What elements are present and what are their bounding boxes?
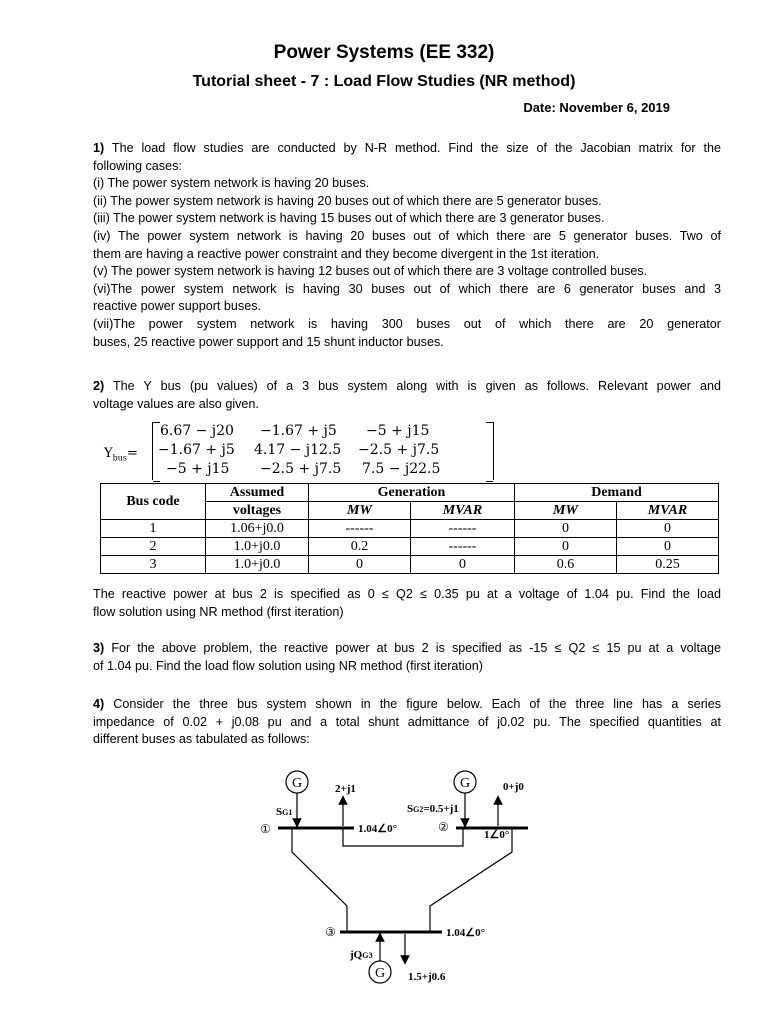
question-1-intro-line: following cases:: [93, 158, 182, 173]
case-line: them are having a reactive power constraint and they become divergent in the 1st iteration.: [93, 246, 600, 261]
header-dem-mw: MW: [515, 502, 617, 520]
table-cell: 0: [617, 538, 719, 556]
question-number: 2): [93, 379, 105, 393]
header-gen-mvar: MVAR: [411, 502, 515, 520]
matrix-cell: −2.5 + j7.5: [358, 442, 440, 458]
table-cell: ------: [411, 538, 515, 556]
case-line: reactive power support buses.: [93, 299, 262, 314]
header-dem-mvar: MVAR: [617, 502, 719, 520]
table-cell: 1.06+j0.0: [206, 520, 309, 538]
svg-text:SG1: [276, 806, 292, 818]
table-cell: 1.0+j0.0: [206, 538, 309, 556]
question-number: 3): [93, 641, 105, 655]
table-cell: ------: [309, 520, 411, 538]
bus-2-voltage: 1∠0°: [484, 829, 510, 841]
generator-1-label: G: [291, 776, 303, 791]
header-demand: Demand: [515, 484, 719, 502]
table-cell: 0.2: [309, 538, 411, 556]
case-line: (vii)The power system network is having 300 buses out of which there are 20 generator: [93, 316, 721, 331]
question-4-line: different buses as tabulated as follows:: [93, 732, 310, 747]
load-2-value: 0+j0: [503, 781, 524, 793]
page-subtitle: Tutorial sheet - 7 : Load Flow Studies (NR method): [192, 73, 576, 90]
sg1-label: S: [276, 806, 283, 818]
bus-1-voltage: 1.04∠0°: [358, 823, 398, 835]
header-gen-mw: MW: [309, 502, 411, 520]
table-cell: 3: [101, 556, 206, 574]
question-2-after-line: The reactive power at bus 2 is specified as 0 ≤ Q2 ≤ 0.35 pu at a voltage of 1.04 pu. Find the load: [93, 587, 721, 601]
case-line: buses, 25 reactive power support and 15 shunt inductor buses.: [93, 334, 444, 349]
page-title: Power Systems (EE 332): [273, 42, 495, 63]
sg2-label: S: [407, 803, 414, 815]
sg2-value: =0.5+j1: [423, 803, 459, 815]
table-cell: 0: [617, 520, 719, 538]
table-cell: 0.25: [617, 556, 719, 574]
table-cell: 1: [101, 520, 206, 538]
matrix-cell: −2.5 + j7.5: [260, 461, 342, 477]
line-2-3: [430, 828, 512, 932]
question-1-intro-line: The load flow studies are conducted by N-R method. Find the size of the Jacobian matrix for the: [111, 141, 721, 155]
table-cell: 1.0+j0.0: [206, 556, 309, 574]
case-line: (v) The power system network is having 12 buses out of which there are 3 voltage controlled buses.: [93, 264, 648, 279]
jqg3-label: jQ: [350, 949, 363, 961]
question-number: 1): [93, 141, 105, 155]
load-1-value: 2+j1: [335, 783, 356, 795]
case-line: (vi)The power system network is having 30 buses out of which there are 6 generator buses and 3: [93, 281, 721, 296]
question-number: 4): [93, 697, 105, 711]
question-4-line: impedance of 0.02 + j0.08 pu and a total shunt admittance of j0.02 pu. The specified quantities at: [93, 714, 721, 729]
line-1-3: [292, 828, 347, 932]
header-bus-code: Bus code: [101, 484, 206, 520]
header-voltages: voltages: [206, 502, 309, 520]
table-cell: 0: [411, 556, 515, 574]
case-line: (iv) The power system network is having 20 buses out of which there are 5 generator buses. Two of: [93, 228, 721, 243]
ybus-label: Y: [104, 446, 113, 461]
case-line: (ii) The power system network is having 20 buses out of which there are 5 generator buses.: [93, 193, 602, 208]
case-line: (iii) The power system network is having 15 buses out of which there are 3 generator buses.: [93, 211, 605, 226]
question-2-intro-line: voltage values are also given.: [93, 396, 259, 411]
header-generation: Generation: [309, 484, 515, 502]
ybus-subscript: bus: [112, 453, 127, 463]
sg1-subscript: G1: [282, 808, 293, 817]
table-cell: ------: [411, 520, 515, 538]
svg-text:SG2=0.5+j1: [407, 803, 459, 815]
jqg3-subscript: G3: [362, 951, 373, 960]
sg2-subscript: G2: [413, 805, 424, 814]
table-cell: 2: [101, 538, 206, 556]
matrix-cell: 4.17 − j12.5: [254, 442, 342, 458]
case-line: (i) The power system network is having 20 buses.: [93, 176, 370, 191]
table-cell: 0: [515, 538, 617, 556]
matrix-cell: −5 + j15: [366, 423, 430, 439]
bus-2-number: ②: [438, 820, 449, 834]
svg-text:jQG3: [349, 949, 372, 961]
question-3-line: of 1.04 pu. Find the load flow solution using NR method (first iteration): [93, 658, 483, 673]
question-2-intro-line: The Y bus (pu values) of a 3 bus system along with is given as follows. Relevant power and: [112, 379, 721, 393]
bus-3-voltage: 1.04∠0°: [446, 927, 486, 939]
matrix-cell: −5 + j15: [166, 461, 230, 477]
table-cell: 0: [309, 556, 411, 574]
question-2-after-line: flow solution using NR method (first iteration): [93, 604, 344, 619]
matrix-cell: −1.67 + j5: [260, 423, 337, 439]
question-4-line: Consider the three bus system shown in the figure below. Each of the three line has a series: [113, 697, 722, 711]
header-assumed: Assumed: [206, 484, 309, 502]
question-3-line: For the above problem, the reactive power at bus 2 is specified as -15 ≤ Q2 ≤ 15 pu at a voltage: [111, 641, 721, 655]
table-cell: 0.6: [515, 556, 617, 574]
matrix-cell: 6.67 − j20: [160, 423, 234, 439]
generator-3-label: G: [374, 966, 386, 981]
bus-3-number: ③: [325, 925, 336, 939]
matrix-cell: −1.67 + j5: [158, 442, 235, 458]
bus-1-number: ①: [260, 822, 271, 836]
table-cell: 0: [515, 520, 617, 538]
ybus-equals: =: [126, 446, 138, 461]
date-line: Date: November 6, 2019: [523, 100, 670, 115]
generator-2-label: G: [459, 776, 471, 791]
load-3-value: 1.5+j0.6: [408, 971, 446, 983]
matrix-cell: 7.5 − j22.5: [362, 461, 441, 477]
